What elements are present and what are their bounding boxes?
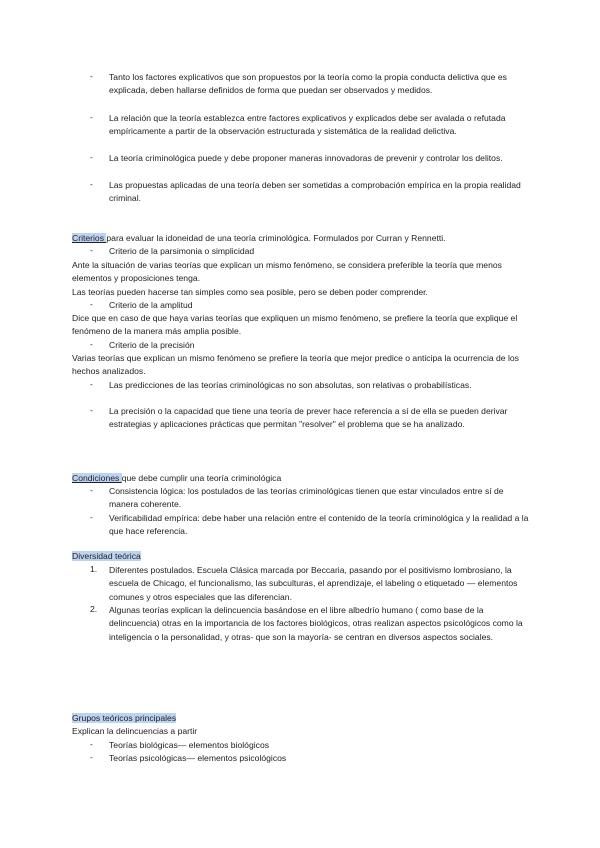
grupos-intro: Explican la delincuencias a partir — [72, 726, 198, 736]
list-number: 1. — [90, 564, 98, 574]
criterios-heading-rest: para evaluar la idoneidad de una teoría criminológica. Formulados por Curran y Rennetti. — [106, 233, 446, 243]
grupos-bullet-2: Teorías psicológicas— elementos psicológicos — [109, 753, 287, 763]
bullet-mark: - — [90, 112, 93, 122]
criterios-heading: Criterios — [72, 233, 107, 243]
bullet-mark: - — [90, 179, 93, 189]
condiciones-heading-line — [72, 472, 532, 485]
list-number: 2. — [90, 604, 98, 614]
bullet-mark: - — [90, 485, 93, 495]
bullet-mark: - — [90, 152, 93, 162]
condiciones-heading: Condiciones — [72, 473, 122, 483]
precision-paragraph: Varias teorías que explican un mismo fenómeno se prefiere la teoría que mejor predice o anticipa la ocurrencia de los hechos analizados. — [72, 353, 519, 377]
grupos-heading: Grupos teóricos principales — [72, 713, 177, 723]
bullet-mark: - — [90, 339, 93, 349]
parsimonia-paragraph-2: Las teorías pueden hacerse tan simples como sea posible, pero se deben poder comprender. — [72, 287, 428, 297]
amplitud-paragraph: Dice que en caso de que haya varias teorías que expliquen un mismo fenómeno, se prefiere la teoría que explique el fenómeno de la manera más amplia posible. — [72, 313, 518, 337]
precision-bullet-2: La precisión o la capacidad que tiene una teoría de prever hace referencia a sí de ella se pueden derivar estrategias y aplicaciones prácticas que permitan "resolver" el problema que se ha analizado. — [109, 406, 508, 430]
parsimonia-title: Criterio de la parsimonia o simplicidad — [109, 246, 255, 256]
bullet-mark: - — [90, 752, 93, 762]
precision-bullet-1: Las predicciones de las teorías criminológicas no son absolutas, son relativas o probabilísticas. — [109, 380, 472, 390]
intro-bullet-2: La relación que la teoría establezca entre factores explicativos y explicados debe ser avalada o refutada empíricamente a partir de la observación estructurada y sistemática de la realidad delictiva. — [109, 113, 506, 137]
intro-bullet-3: La teoría criminológica puede y debe proponer maneras innovadoras de prevenir y controlar los delitos. — [109, 153, 503, 163]
diversidad-item-2: Algunas teorías explican la delincuencia basándose en el libre albedrío humano ( como base de la delincuencia) otras en la importancia de los factores biológicos, otras realizan aspectos psicológicos como la inteligencia o la personalidad, y otras- que son la mayoría- se centran en diversos aspectos sociales. — [109, 605, 523, 642]
bullet-mark: - — [90, 299, 93, 309]
intro-bullet-1: Tanto los factores explicativos que son propuestos por la teoría como la propia conducta delictiva que es explicada, deben hallarse definidos de forma que puedan ser observados y medidos. — [109, 72, 507, 96]
intro-bullet-4: Las propuestas aplicadas de una teoría deben ser sometidas a comprobación empírica en la propia realidad criminal. — [109, 180, 521, 204]
amplitud-title: Criterio de la amplitud — [109, 300, 193, 310]
bullet-mark: - — [90, 379, 93, 389]
bullet-mark: - — [90, 245, 93, 255]
grupos-heading-line — [72, 712, 532, 725]
diversidad-heading-line — [72, 550, 532, 563]
grupos-bullet-1: Teorías biológicas— elementos biológicos — [109, 740, 270, 750]
criterios-heading-line — [72, 232, 532, 245]
diversidad-heading: Diversidad teórica — [72, 551, 141, 561]
condiciones-bullet-2: Verificabilidad empírica: debe haber una relación entre el contenido de la teoría criminológica y la realidad a la que hace referencia. — [109, 513, 529, 537]
precision-title: Criterio de la precisión — [109, 340, 195, 350]
condiciones-bullet-1: Consistencia lógica: los postulados de las teorías criminológicas tienen que estar vinculados entre sí de manera coherente. — [109, 486, 504, 510]
bullet-mark: - — [90, 512, 93, 522]
bullet-mark: - — [90, 71, 93, 81]
bullet-mark: - — [90, 739, 93, 749]
condiciones-heading-rest: que debe cumplir una teoría criminológica — [121, 473, 282, 483]
diversidad-item-1: Diferentes postulados. Escuela Clásica marcada por Beccaria, pasando por el positivismo lombrosiano, la escuela de Chicago, el funcionalismo, las subculturas, el aprendizaje, el labeling o etiquetado — elementos comunes y otros especiales que las diferencian. — [109, 565, 518, 602]
parsimonia-paragraph-1: Ante la situación de varias teorías que explican un mismo fenómeno, se considera preferible la teoría que menos elementos y proposiciones tenga. — [72, 260, 502, 284]
bullet-mark: - — [90, 405, 93, 415]
